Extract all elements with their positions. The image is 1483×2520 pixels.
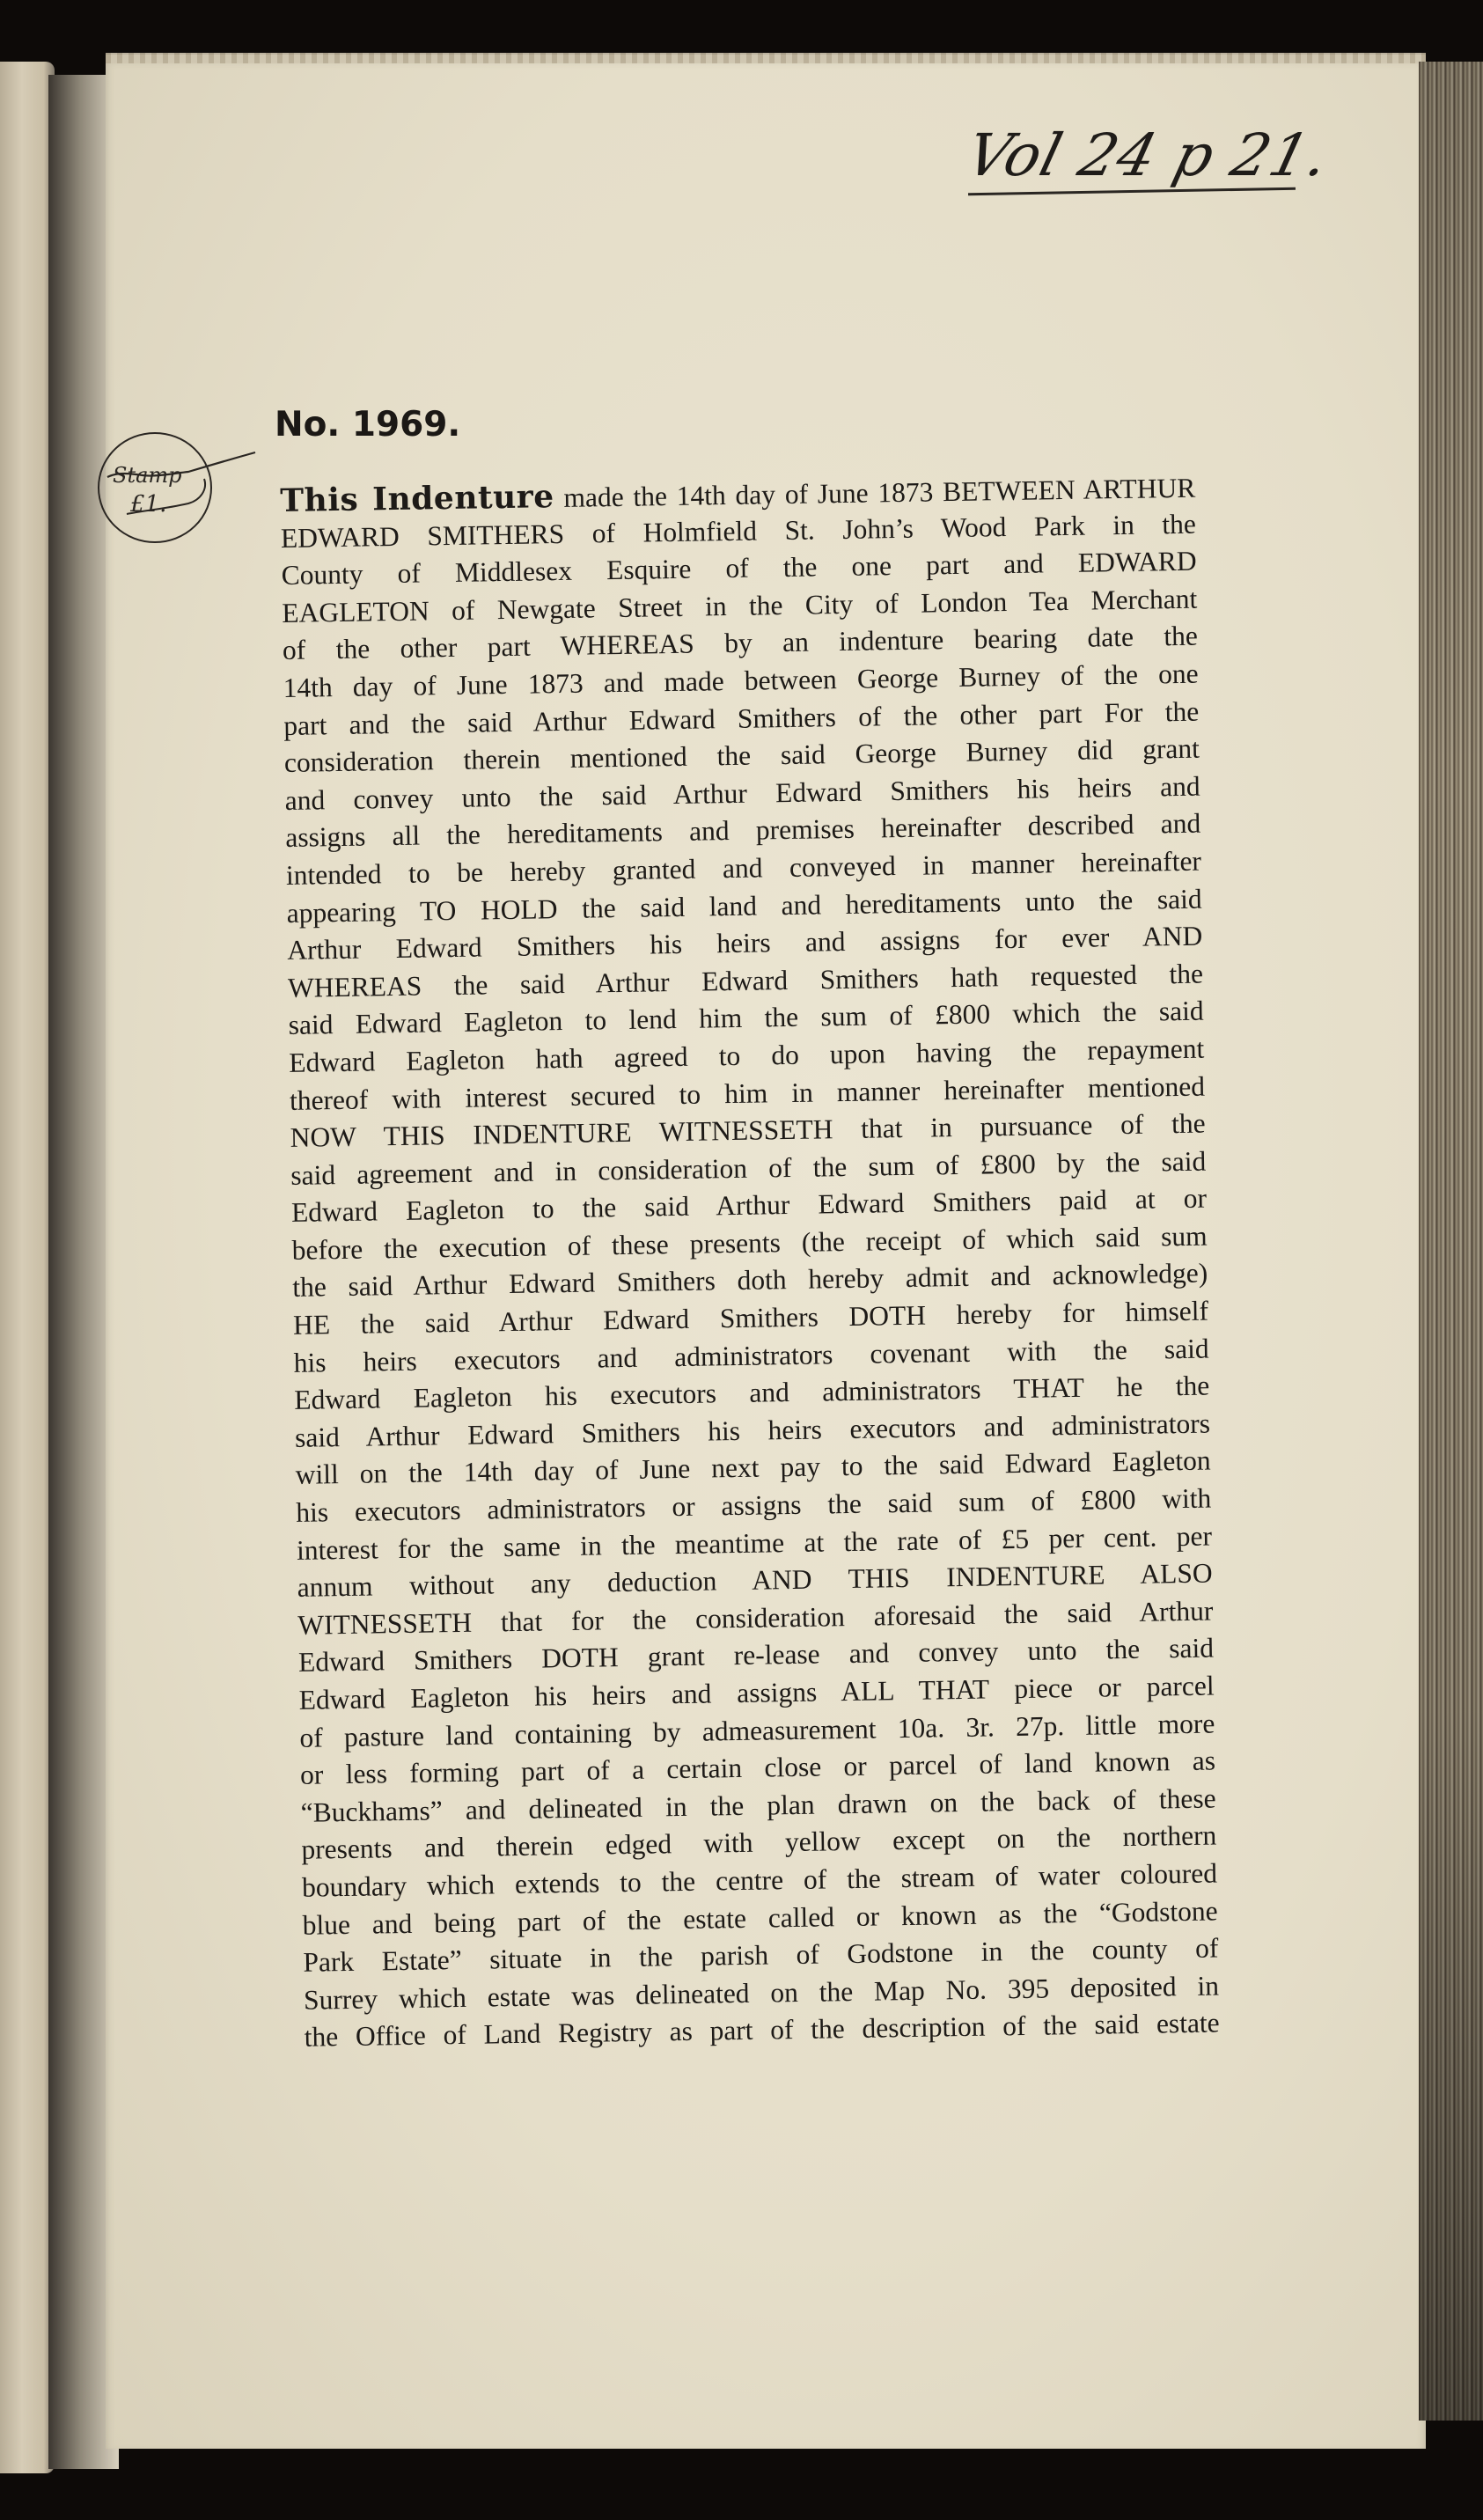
deed-line: said Arthur Edward Smithers his heirs executors and administrators	[294, 1407, 1211, 1453]
deed-line: the Office of Land Registry as part of the description of the said estate	[304, 2007, 1220, 2053]
deed-line: Park Estate” situate in the parish of Godstone in the county of	[303, 1932, 1219, 1978]
deed-line: Edward Eagleton his executors and administrators THAT he the	[294, 1370, 1210, 1416]
page-top-edge	[106, 53, 1426, 63]
document-number: No. 1969.	[275, 405, 461, 444]
deed-line: the said Arthur Edward Smithers doth hereby admit and acknowledge)	[292, 1258, 1208, 1304]
deed-line: boundary which extends to the centre of the stream of water coloured	[301, 1857, 1218, 1903]
deed-line: Surrey which estate was delineated on the Map No. 395 deposited in	[303, 1970, 1220, 2016]
deed-line: presents and therein edged with yellow except on the northern	[301, 1819, 1217, 1866]
deed-line: Edward Eagleton hath agreed to do upon having the repayment	[289, 1032, 1205, 1078]
deed-line: and convey unto the said Arthur Edward Smithers his heirs and	[284, 770, 1200, 816]
deed-line: his heirs executors and administrators covenant with the said	[293, 1333, 1209, 1378]
deed-line: WITNESSETH that for the consideration aforesaid the said Arthur	[297, 1595, 1214, 1641]
deed-line: consideration therein mentioned the said George Burney did grant	[283, 732, 1200, 779]
deed-line: thereof with interest secured to him in manner hereinafter mentioned	[289, 1070, 1206, 1116]
deed-line: 14th day of June 1873 and made between George Burney of the one	[283, 658, 1199, 703]
deed-line: appearing TO HOLD the said land and hereditaments unto the said	[286, 883, 1202, 929]
stamp-line-2: £1.	[130, 491, 167, 518]
handwritten-reference	[959, 116, 1337, 213]
deed-line: EDWARD SMITHERS of Holmfield St. John’s Wood Park in the	[280, 508, 1197, 554]
deed-line: of the other part WHEREAS by an indenture bearing date the	[282, 621, 1199, 666]
deed-line: interest for the same in the meantime at the rate of £5 per cent. per	[296, 1520, 1213, 1566]
deed-line: WHEREAS the said Arthur Edward Smithers hath requested the	[287, 958, 1204, 1003]
stamp-line-1: Stamp	[113, 463, 182, 488]
deed-line: NOW THIS INDENTURE WITNESSETH that in pursuance of the	[290, 1107, 1206, 1153]
deed-line: HE the said Arthur Edward Smithers DOTH hereby for himself	[292, 1295, 1209, 1341]
deed-line: said Edward Eagleton to lend him the sum of £800 which the said	[288, 995, 1204, 1041]
deed-line: Arthur Edward Smithers his heirs and assigns for ever AND	[287, 920, 1203, 966]
deed-line: EAGLETON of Newgate Street in the City of London Tea Merchant	[282, 583, 1198, 628]
deed-line: intended to be hereby granted and conveyed in manner hereinafter	[285, 845, 1202, 891]
deed-line-text: made the 14th day of June 1873 BETWEEN ARTHUR	[563, 472, 1196, 513]
deed-line: Edward Eagleton his heirs and assigns ALL THAT piece or parcel	[298, 1670, 1215, 1716]
deed-line: of pasture land containing by admeasurement 10a. 3r. 27p. little more	[299, 1708, 1215, 1753]
deed-line: Edward Smithers DOTH grant re-lease and convey unto the said	[297, 1632, 1215, 1679]
deed-line: Edward Eagleton to the said Arthur Edward Smithers paid at or	[290, 1182, 1208, 1229]
page-stack-shade	[1419, 62, 1483, 2421]
reference-text: Vol 24 p 21.	[959, 121, 1337, 189]
stamp-drawing	[92, 428, 259, 551]
deed-line: annum without any deduction AND THIS INDENTURE ALSO	[297, 1557, 1213, 1604]
opening-words: This Indenture	[280, 478, 554, 519]
deed-line: will on the 14th day of June next pay to the said Edward Eagleton	[295, 1444, 1211, 1491]
deed-line: County of Middlesex Esquire of the one part and EDWARD	[281, 545, 1197, 591]
deed-body	[280, 468, 1220, 2057]
deed-line: said agreement and in consideration of the sum of £800 by the said	[290, 1145, 1207, 1191]
deed-line: part and the said Arthur Edward Smithers of the other part For the	[283, 695, 1200, 741]
deed-line: his executors administrators or assigns the said sum of £800 with	[296, 1482, 1212, 1528]
duty-stamp-mark	[92, 428, 259, 551]
deed-line: before the execution of these presents (the receipt of which said sum	[291, 1220, 1208, 1266]
deed-line: blue and being part of the estate called or known as the “Godstone	[302, 1895, 1218, 1941]
deed-line: or less forming part of a certain close or parcel of land known as	[299, 1745, 1216, 1791]
deed-line: assigns all the hereditaments and premises hereinafter described and	[285, 807, 1201, 854]
left-page-edge	[0, 62, 55, 2473]
deed-line: “Buckhams” and delineated in the plan drawn on the back of these	[300, 1782, 1216, 1828]
